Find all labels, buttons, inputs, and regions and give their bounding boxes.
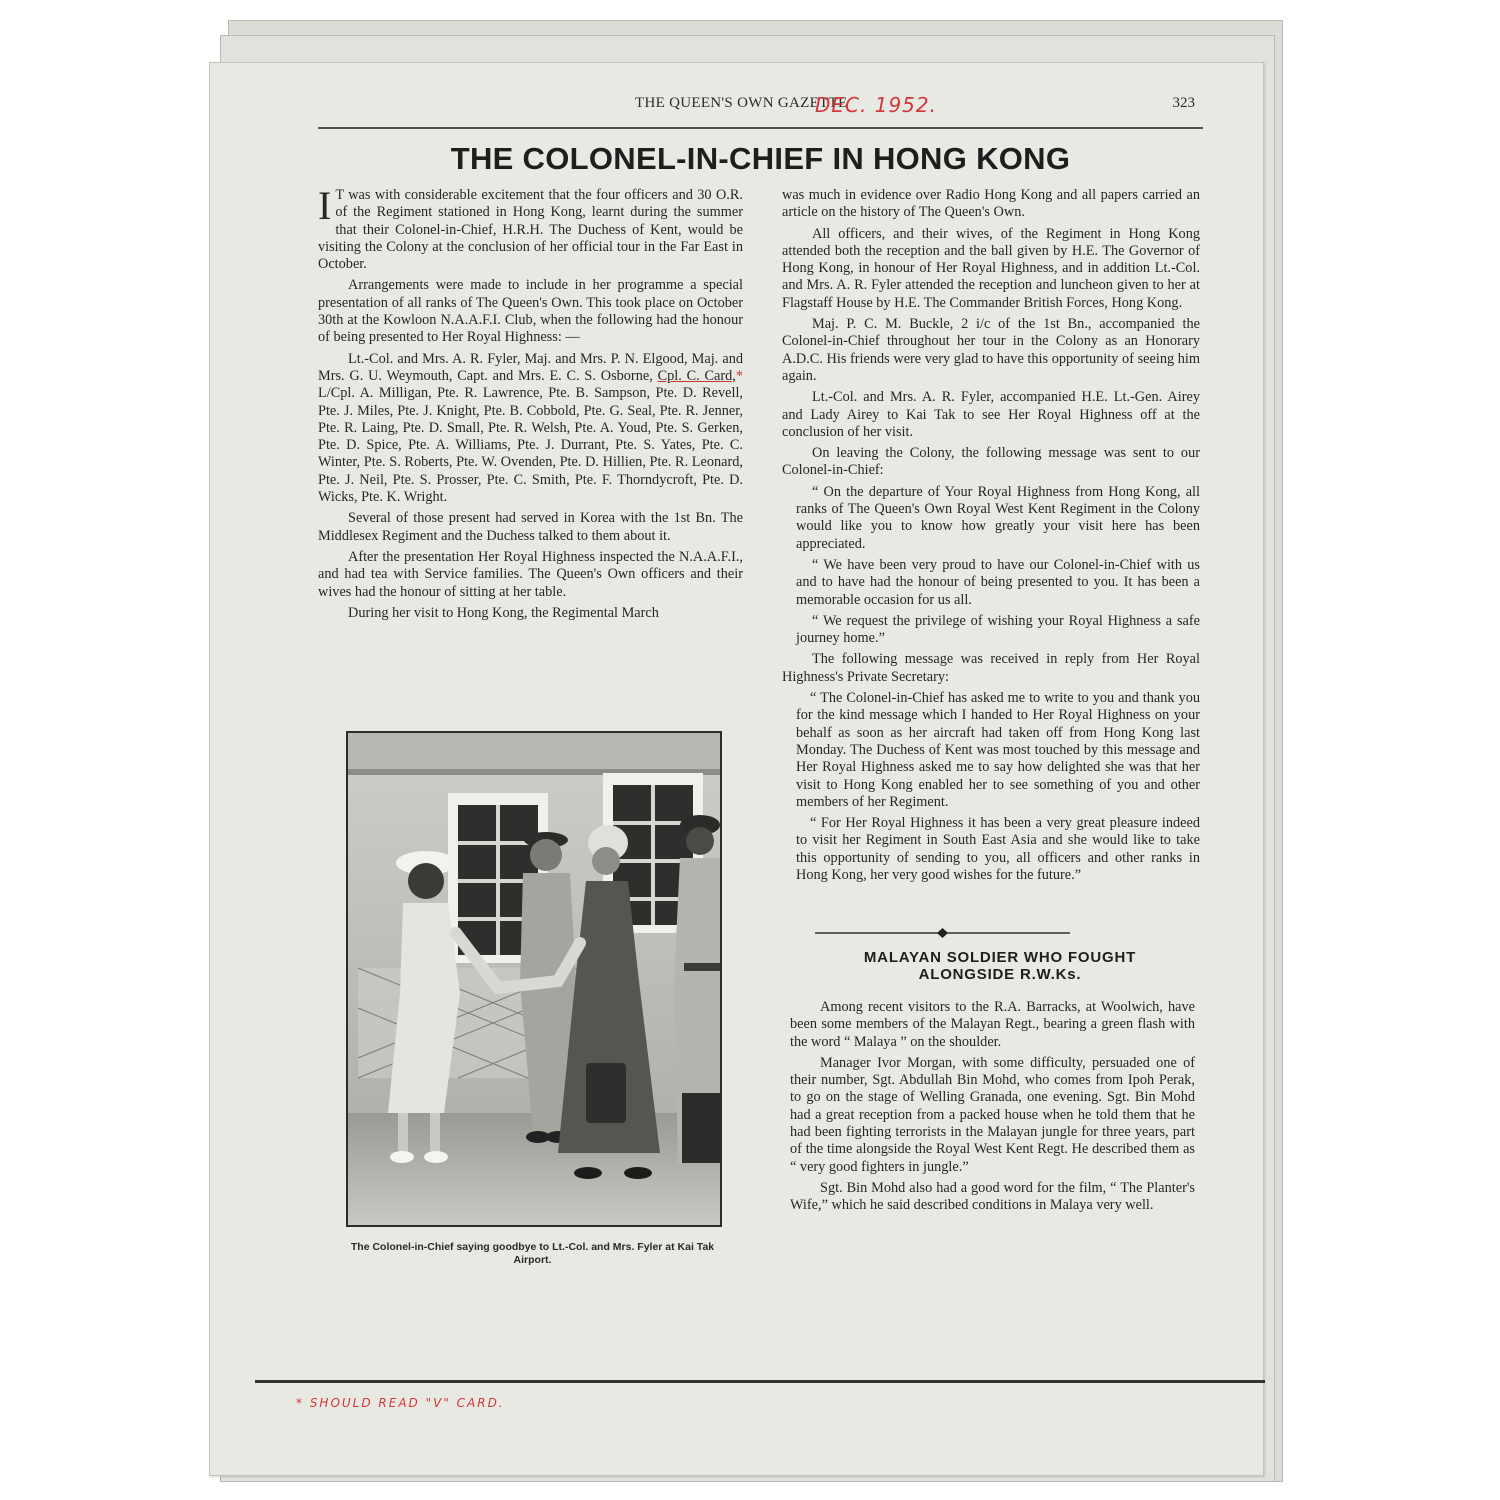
- paragraph: Several of those present had served in Korea with the 1st Bn. The Middlesex Regiment and the Duchess talked to them about it.: [318, 510, 743, 544]
- section-divider: [815, 927, 1070, 939]
- handwritten-date: DEC. 1952.: [815, 93, 937, 117]
- article-photo: [346, 731, 722, 1227]
- paragraph: Manager Ivor Morgan, with some difficulty, persuaded one of their number, Sgt. Abdullah Bin Mohd, who comes from Ipoh Perak, to go on the stage of Welling Granada, one evening. Sgt. Bin Mohd had a great reception from a packed house when he told them that he had been fighting terrorists in the Malayan jungle for three years, part of the time alongside the Royal West Kent Regt. He described them as “ very good fighters in jungle.”: [790, 1054, 1195, 1175]
- paragraph: On leaving the Colony, the following message was sent to our Colonel-in-Chief:: [782, 445, 1200, 479]
- paragraph: Sgt. Bin Mohd also had a good word for the film, “ The Planter's Wife,” which he said described conditions in Malaya very well.: [790, 1179, 1195, 1214]
- quoted-message: “ We have been very proud to have our Colonel-in-Chief with us and to have had the honour of being presented to you. It has been a memorable occasion for us all.: [796, 556, 1200, 608]
- article-title: THE COLONEL-IN-CHIEF IN HONG KONG: [450, 141, 1071, 176]
- paragraph: was much in evidence over Radio Hong Kong and all papers carried an article on the history of The Queen's Own.: [782, 187, 1200, 221]
- page-header: [318, 93, 1203, 129]
- quoted-reply: “ For Her Royal Highness it has been a very great pleasure indeed to visit her Regiment in South East Asia and she would like to take this opportunity of sending to you, all officers and other ranks in Hong Kong, her very good wishes for the future.”: [796, 815, 1200, 883]
- page-bottom-rule: [255, 1380, 1265, 1383]
- paragraph: Lt.-Col. and Mrs. A. R. Fyler, accompanied H.E. Lt.-Gen. Airey and Lady Airey to Kai Tak to see Her Royal Highness off at the conclusion of her visit.: [782, 389, 1200, 440]
- underlined-name: Cpl. C. Card,: [657, 367, 736, 384]
- paragraph: Among recent visitors to the R.A. Barracks, at Woolwich, have been some members of the Malayan Regt., bearing a green flash with the word “ Malaya ” on the shoulder.: [790, 999, 1195, 1050]
- left-column: [318, 183, 743, 626]
- quoted-message: “ We request the privilege of wishing your Royal Highness a safe journey home.”: [796, 612, 1200, 647]
- page-number: 323: [1172, 95, 1195, 111]
- drop-cap: I: [318, 183, 332, 228]
- gazette-page: [209, 62, 1264, 1476]
- paragraph: All officers, and their wives, of the Regiment in Hong Kong attended both the reception and the ball given by H.E. The Governor of Hong Kong, in honour of Her Royal Highness, and in addition Lt.-Col. and Mrs. A. R. Fyler attended the reception and luncheon given to her at Flagstaff House by H.E. The Commander British Forces, Hong Kong.: [782, 225, 1200, 311]
- quoted-reply: “ The Colonel-in-Chief has asked me to write to you and thank you for the kind message which I handed to Her Royal Highness on your behalf as soon as her aircraft had taken off from Hong Kong last Monday. The Duchess of Kent was most touched by this message and Her Royal Highness asked me to say how delighted she was that her visit to Hong Kong enabled her to see something of you and other members of her Regiment.: [796, 690, 1200, 810]
- paragraph: Maj. P. C. M. Buckle, 2 i/c of the 1st Bn., accompanied the Colonel-in-Chief throughout her tour in the Colony as an Honorary A.D.C. His friends were very glad to have this opportunity of seeing him again.: [782, 316, 1200, 384]
- second-article-title: MALAYAN SOLDIER WHO FOUGHT ALONGSIDE R.W.Ks.: [863, 949, 1137, 983]
- right-column: [782, 187, 1200, 888]
- second-article-body: [790, 999, 1195, 1219]
- paragraph: After the presentation Her Royal Highness inspected the N.A.A.F.I., and had tea with Service families. The Queen's Own officers and their wives had the honour of sitting at her table.: [318, 548, 743, 600]
- paragraph: Arrangements were made to include in her programme a special presentation of all ranks of The Queen's Own. This took place on October 30th at the Kowloon N.A.A.F.I. Club, when the following had the honour of being presented to Her Royal Highness: —: [318, 277, 743, 346]
- publication-title: THE QUEEN'S OWN GAZETTE: [635, 95, 848, 111]
- photo-caption: The Colonel-in-Chief saying goodbye to Lt.-Col. and Mrs. Fyler at Kai Tak Airport.: [350, 1241, 715, 1266]
- names-paragraph: Lt.-Col. and Mrs. A. R. Fyler, Maj. and Mrs. P. N. Elgood, Maj. and Mrs. G. U. Weymouth, Capt. and Mrs. E. C. S. Osborne, Cpl. C. Card,* L/Cpl. A. Milligan, Pte. R. Lawrence, Pte. B. Sampson, Pte. D. Revell, Pte. J. Miles, Pte. J. Knight, Pte. B. Cobbold, Pte. G. Seal, Pte. R. Jenner, Pte. R. Laing, Pte. D. Small, Pte. R. Welsh, Pte. A. Youd, Pte. S. Gerken, Pte. D. Spice, Pte. A. Williams, Pte. J. Durrant, Pte. S. Yates, Pte. C. Winter, Pte. S. Roberts, Pte. W. Ovenden, Pte. D. Hillien, Pte. R. Leonard, Pte. J. Neil, Pte. S. Prosser, Pte. C. Smith, Pte. F. Thorndycroft, Pte. D. Wicks, Pte. K. Wright.: [318, 350, 743, 506]
- paragraph: During her visit to Hong Kong, the Regimental March: [348, 604, 659, 621]
- handwritten-asterisk: *: [735, 367, 743, 384]
- quoted-message: “ On the departure of Your Royal Highness from Hong Kong, all ranks of The Queen's Own Royal West Kent Regiment in the Colony would like you to know how greatly your visit here has been appreciated.: [796, 483, 1200, 552]
- paragraph: I T was with considerable excitement that the four officers and 30 O.R. of the Regiment stationed in Hong Kong, learnt during the summer that their Colonel-in-Chief, H.R.H. The Duchess of Kent, would be visiting the Colony at the conclusion of her official tour in the Far East in October.: [318, 183, 743, 273]
- paragraph: The following message was received in reply from Her Royal Highness's Private Secretary:: [782, 651, 1200, 685]
- handwritten-footnote: * SHOULD READ "V" CARD.: [296, 1396, 505, 1410]
- photo-illustration: [348, 733, 720, 1225]
